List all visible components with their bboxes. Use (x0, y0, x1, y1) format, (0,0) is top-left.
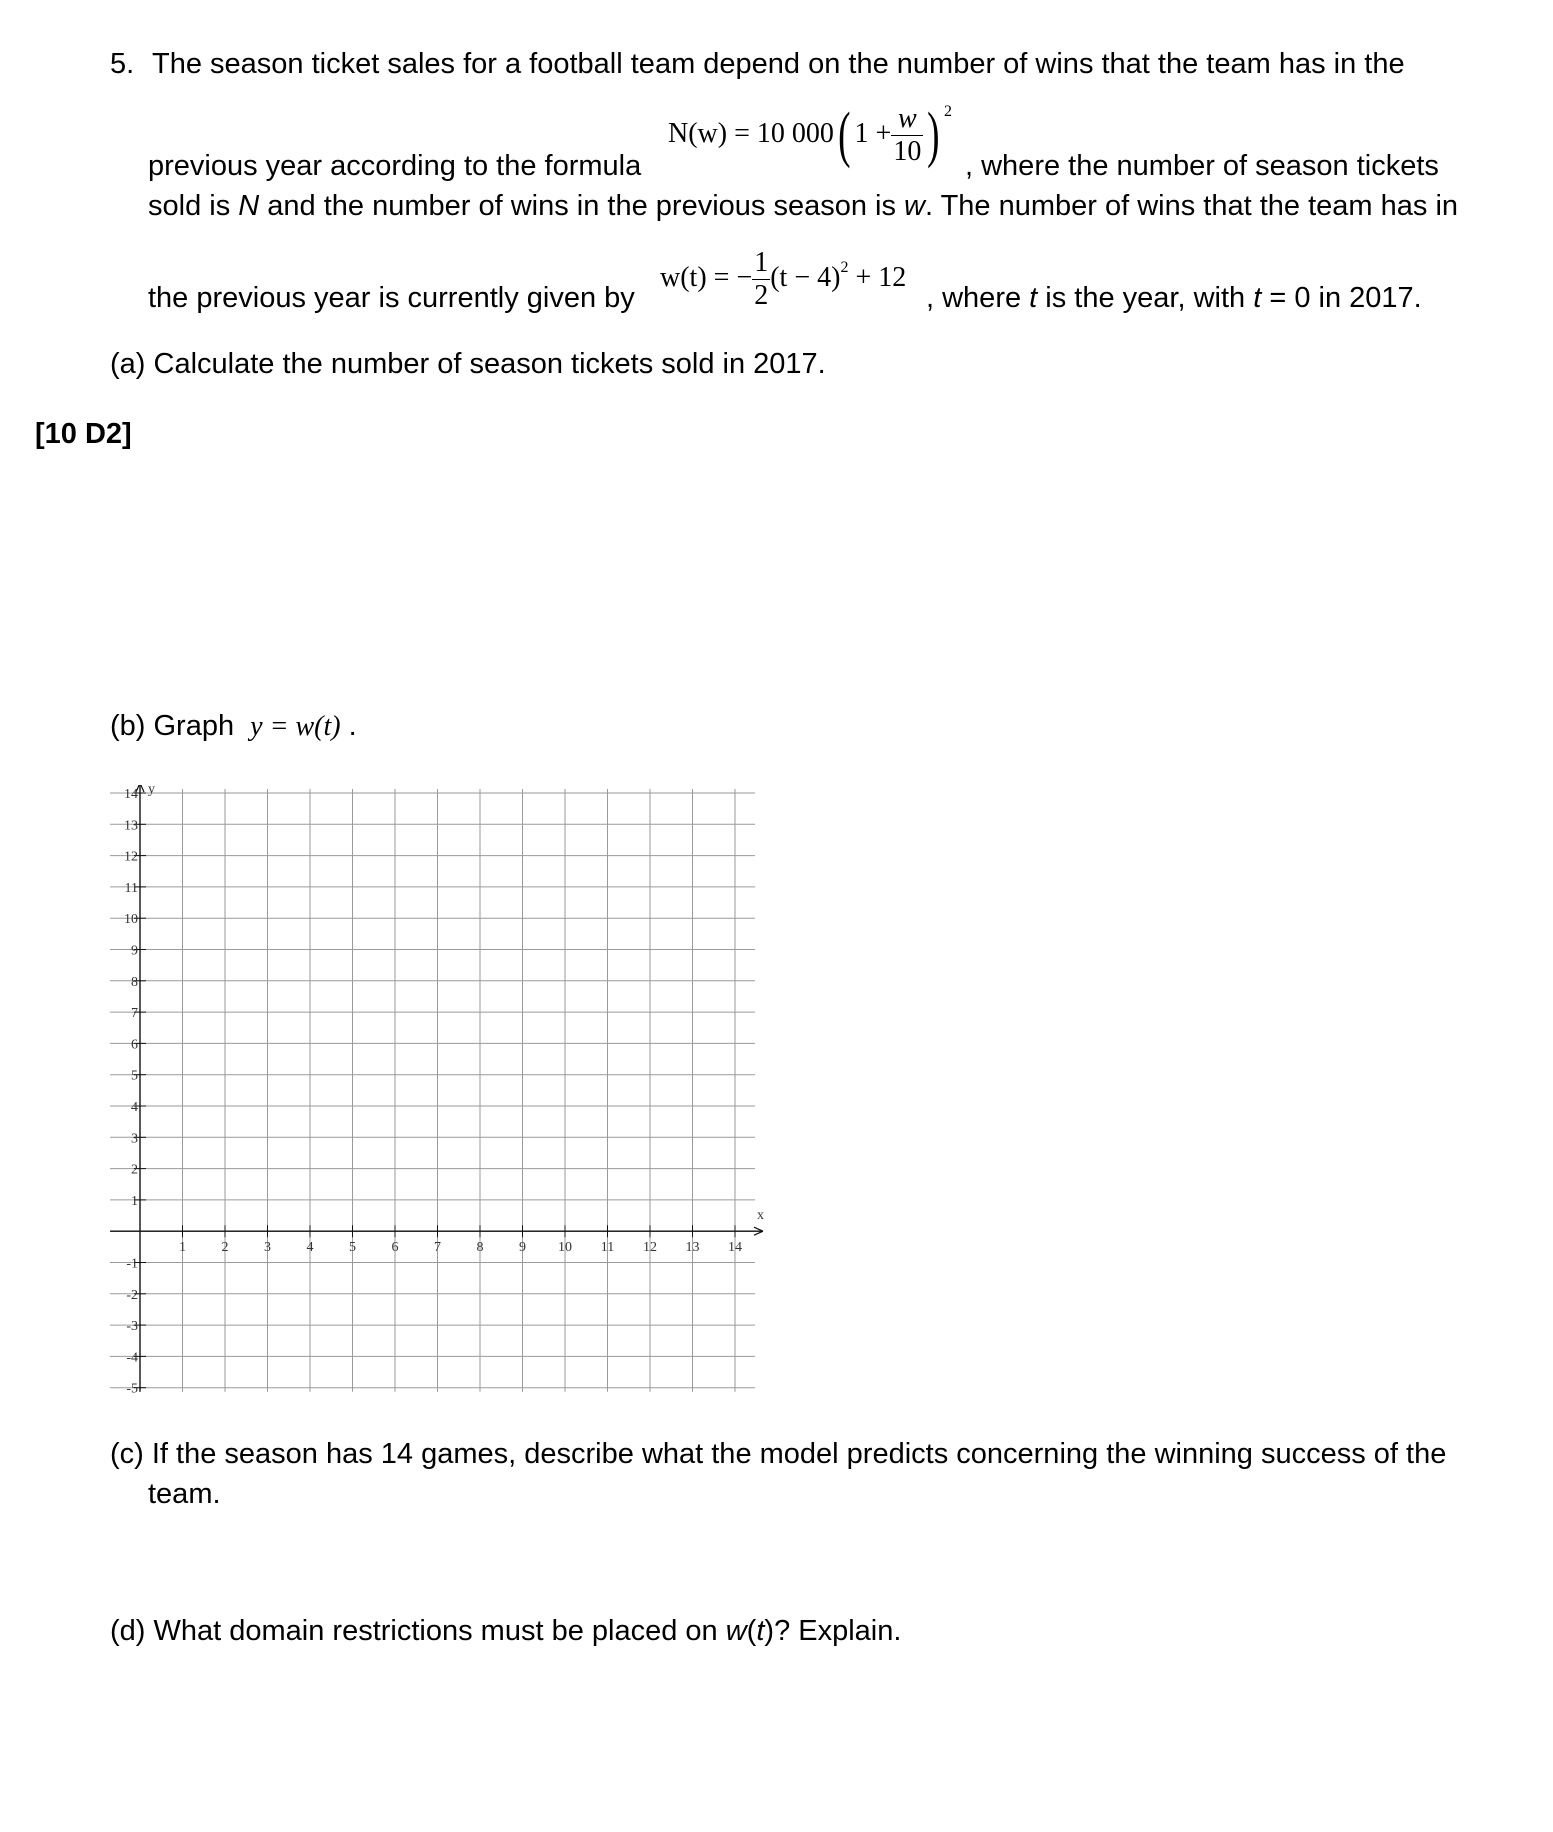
part-d-b: ( (746, 1615, 757, 1647)
question-line-1: The season ticket sales for a football team depend on the number of wins that the team has in the (152, 48, 1405, 80)
part-b (110, 710, 357, 743)
marks-label: [10 D2] (35, 418, 132, 450)
y-tick-label: 7 (131, 1006, 138, 1022)
y-axis-label: y (148, 785, 155, 797)
formula-w-paren: (t − 4) (770, 262, 841, 294)
part-d-t: t (756, 1615, 765, 1647)
line4-t2: t (1253, 282, 1262, 314)
part-c-line-2: team. (148, 1478, 221, 1510)
y-tick-label: 2 (131, 1162, 138, 1178)
y-tick-label: -2 (126, 1287, 138, 1303)
part-d (110, 1615, 901, 1648)
y-tick-label: 12 (124, 849, 138, 865)
part-d-c: )? Explain. (764, 1615, 902, 1647)
y-tick-label: 6 (131, 1037, 138, 1053)
y-tick-label: -3 (126, 1319, 138, 1335)
question-line-2-end: , where the number of season tickets (965, 150, 1439, 182)
line4-b: is the year, with (1037, 282, 1254, 314)
formula-w-num: 1 (752, 247, 770, 280)
line4-t1: t (1029, 282, 1038, 314)
formula-n-close-paren: ) (927, 101, 940, 169)
x-tick-label: 14 (728, 1240, 742, 1256)
formula-w-lhs: w(t) = − (660, 262, 753, 294)
question-line-2-start: previous year according to the formula (148, 150, 642, 182)
part-a: (a) Calculate the number of season tickets sold in 2017. (110, 348, 826, 380)
formula-w-rhs: + 12 (855, 262, 907, 294)
line3-w: w (904, 190, 925, 222)
question-line-4-start: the previous year is currently given by (148, 282, 635, 314)
question-line-4-end (926, 282, 1422, 315)
x-axis-label: x (757, 1208, 764, 1224)
x-tick-label: 4 (306, 1240, 314, 1256)
line4-a: , where (926, 282, 1030, 314)
y-tick-label: 14 (124, 787, 138, 802)
y-tick-label: 9 (131, 943, 138, 959)
x-tick-label: 12 (643, 1240, 657, 1256)
x-tick-label: 7 (434, 1240, 441, 1256)
line4-c: = 0 in 2017. (1261, 282, 1422, 314)
formula-n-den: 10 (893, 136, 922, 168)
y-tick-label: 3 (131, 1131, 138, 1147)
formula-w-exponent: 2 (840, 259, 849, 277)
formula-n-fraction (891, 103, 923, 168)
formula-w-fraction (752, 247, 770, 312)
formula-n (668, 100, 952, 171)
x-tick-label: 11 (600, 1240, 615, 1256)
y-tick-label: -1 (126, 1256, 138, 1272)
x-tick-label: 9 (519, 1240, 526, 1256)
part-b-label: (b) Graph (110, 710, 235, 742)
part-d-w: w (725, 1615, 747, 1647)
line3-c: . The number of wins that the team has in (924, 190, 1459, 222)
formula-n-lhs: N(w) = 10 000 (668, 118, 834, 150)
y-tick-label: 8 (131, 974, 138, 990)
x-tick-label: 5 (349, 1240, 356, 1256)
line3-b: and the number of wins in the previous season is (259, 190, 905, 222)
x-tick-label: 10 (558, 1240, 572, 1256)
y-tick-label: 13 (124, 818, 138, 834)
part-b-end: . (348, 710, 357, 742)
y-tick-label: 11 (124, 880, 138, 896)
x-tick-label: 6 (391, 1240, 399, 1256)
line3-N: N (238, 190, 260, 222)
part-d-a: (d) What domain restrictions must be placed on (110, 1615, 726, 1647)
formula-n-open-paren: ( (838, 101, 851, 169)
formula-n-num: w (891, 103, 923, 136)
formula-w (660, 247, 906, 312)
line3-a: sold is (148, 190, 239, 222)
x-tick-label: 1 (179, 1240, 186, 1256)
y-tick-label: -5 (126, 1381, 138, 1397)
question-line-3 (148, 190, 1458, 223)
part-c-line-1: (c) If the season has 14 games, describe what the model predicts concerning the winning success of the (110, 1438, 1447, 1470)
y-tick-label: 4 (131, 1100, 138, 1115)
x-tick-label: 3 (264, 1240, 271, 1256)
x-tick-label: 8 (476, 1240, 484, 1256)
part-b-math: y = w(t) (250, 711, 341, 742)
formula-w-den: 2 (754, 280, 769, 312)
y-tick-label: -4 (126, 1350, 138, 1366)
graph-grid[interactable] (110, 785, 790, 1405)
x-tick-label: 13 (685, 1240, 700, 1256)
formula-n-exponent: 2 (944, 103, 952, 121)
question-number: 5. (110, 48, 135, 80)
formula-n-one-plus: 1 + (854, 118, 892, 150)
y-tick-label: 10 (124, 912, 138, 928)
y-tick-label: 5 (131, 1068, 138, 1084)
x-tick-label: 2 (221, 1240, 229, 1256)
y-tick-label: 1 (131, 1193, 138, 1209)
